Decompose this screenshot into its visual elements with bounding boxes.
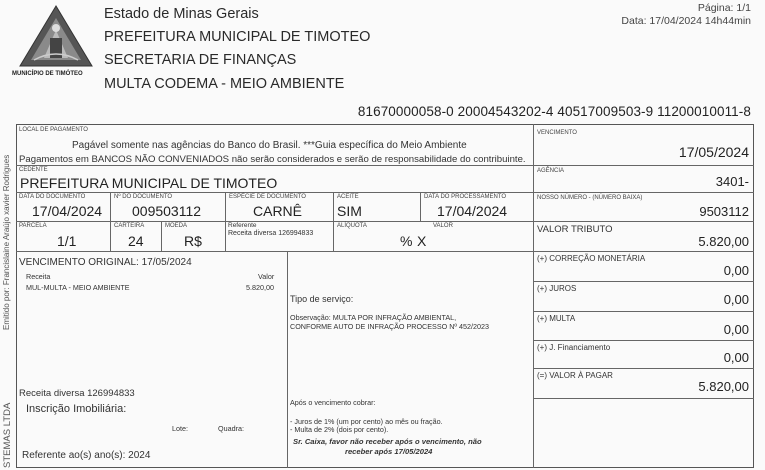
print-date: Data: 17/04/2024 14h44min	[621, 15, 751, 27]
cedente-label: CEDENTE	[19, 167, 48, 173]
financiamento-label: (+) J. Financiamento	[537, 343, 611, 352]
num-documento-label: Nº DO DOCUMENTO	[114, 194, 173, 200]
juros-value: 0,00	[723, 292, 749, 307]
juros-label: (+) JUROS	[537, 284, 577, 293]
tipo-servico: Tipo de serviço:	[290, 294, 354, 304]
carteira-label: CARTEIRA	[114, 223, 145, 229]
page-number: Página: 1/1	[697, 2, 751, 14]
especie-documento-value: CARNÊ	[253, 203, 303, 219]
moeda-label: MOEDA	[165, 223, 188, 229]
nosso-numero-value: 9503112	[699, 204, 749, 219]
agencia-value: 3401-	[715, 174, 749, 189]
local-pagamento-label: LOCAL DE PAGAMENTO	[19, 127, 88, 133]
prefeitura-name: PREFEITURA MUNICIPAL DE TIMOTEO	[104, 29, 371, 45]
data-processamento-value: 17/04/2024	[437, 203, 508, 219]
logo-caption: MUNICÍPIO DE TIMÓTEO	[12, 71, 83, 77]
parcela-value: 1/1	[57, 233, 77, 249]
aliquota-label: ALÍQUOTA	[337, 223, 367, 229]
num-documento-value: 009503112	[132, 203, 202, 219]
aliquota-value: %	[400, 233, 413, 249]
multa-value: 0,00	[723, 322, 749, 337]
apos-vencimento: Após o vencimento cobrar:	[290, 398, 376, 407]
local-pagamento-line2: Pagamentos em BANCOS NÃO CONVENIADOS não serão considerados e serão de responsabilidade do contribuinte.	[19, 154, 526, 165]
aceite-value: SIM	[337, 203, 362, 219]
nosso-numero-label: NOSSO NÚMERO - (NÚMERO BAIXA)	[537, 195, 643, 201]
observacao-line1: Observação: MULTA POR INFRAÇÃO AMBIENTAL,	[290, 313, 457, 322]
item-name: MUL-MULTA - MEIO AMBIENTE	[26, 283, 130, 292]
financiamento-value: 0,00	[723, 350, 749, 365]
state-name: Estado de Minas Gerais	[104, 6, 259, 22]
quadra-label: Quadra:	[218, 424, 244, 433]
agencia-label: AGÊNCIA	[537, 168, 565, 174]
multa-label: (+) MULTA	[537, 314, 576, 323]
caixa-warning-line2: receber após 17/05/2024	[345, 447, 433, 456]
valor-tributo-value: 5.820,00	[698, 234, 749, 249]
receita-diversa: Receita diversa 126994833	[19, 388, 135, 399]
document-type: MULTA CODEMA - MEIO AMBIENTE	[104, 76, 345, 92]
valor-header: Valor	[258, 272, 275, 281]
parcela-label: PARCELA	[19, 223, 47, 229]
multa-texto: - Multa de 2% (dois por cento).	[290, 425, 389, 434]
caixa-warning-line1: Sr. Caixa, favor não receber após o vencimento, não	[293, 437, 482, 446]
referente-anos: Referente ao(s) ano(s): 2024	[22, 450, 151, 461]
referente-value: Receita diversa 126994833	[228, 230, 314, 237]
vencimento-label: VENCIMENTO	[537, 130, 577, 136]
vencimento-value: 17/05/2024	[678, 144, 749, 160]
valor-pagar-label: (=) VALOR À PAGAR	[537, 371, 613, 380]
aceite-label: ACEITE	[337, 194, 359, 200]
referente-label: Referente	[228, 222, 257, 229]
especie-documento-label: ESPÉCIE DE DOCUMENTO	[229, 194, 306, 200]
valor-tributo-label: VALOR TRIBUTO	[537, 224, 613, 235]
valor-label: VALOR	[433, 223, 453, 229]
receita-header: Receita	[26, 272, 51, 281]
lote-label: Lote:	[172, 424, 188, 433]
data-documento-value: 17/04/2024	[32, 203, 103, 219]
correcao-value: 0,00	[723, 263, 749, 278]
cedente-value: PREFEITURA MUNICIPAL DE TIMOTEO	[20, 175, 278, 191]
issued-by-text: Emitido por: Francislaine Araújo xavier Rodrigues	[2, 154, 11, 330]
valor-pagar-value: 5.820,00	[698, 379, 749, 394]
moeda-value: R$	[184, 233, 202, 249]
juros-texto: - Juros de 1% (um por cento) ao mês ou fração.	[290, 417, 443, 426]
carteira-value: 24	[128, 233, 144, 249]
correcao-label: (+) CORREÇÃO MONETÁRIA	[537, 254, 646, 263]
valor-value: X	[417, 233, 427, 249]
secretaria-name: SECRETARIA DE FINANÇAS	[104, 52, 297, 68]
page-meta	[621, 2, 751, 28]
data-documento-label: DATA DO DOCUMENTO	[19, 194, 86, 200]
observacao-line2: CONFORME AUTO DE INFRAÇÃO PROCESSO Nº 452/2023	[290, 322, 489, 331]
item-value: 5.820,00	[246, 283, 274, 292]
municipal-logo	[14, 4, 98, 80]
data-processamento-label: DATA DO PROCESSAMENTO	[424, 194, 507, 200]
local-pagamento-line1: Pagável somente nas agências do Banco do Brasil. ***Guia específica do Meio Ambiente	[72, 140, 467, 151]
barcode-digit-line: 81670000058-0 20004543202-4 40517009503-9 11200010011-8	[357, 104, 751, 119]
vencimento-original: VENCIMENTO ORIGINAL: 17/05/2024	[19, 257, 192, 268]
inscricao-imobiliaria: Inscrição Imobiliária:	[26, 403, 127, 415]
company-side-text: STEMAS LTDA	[2, 402, 13, 468]
